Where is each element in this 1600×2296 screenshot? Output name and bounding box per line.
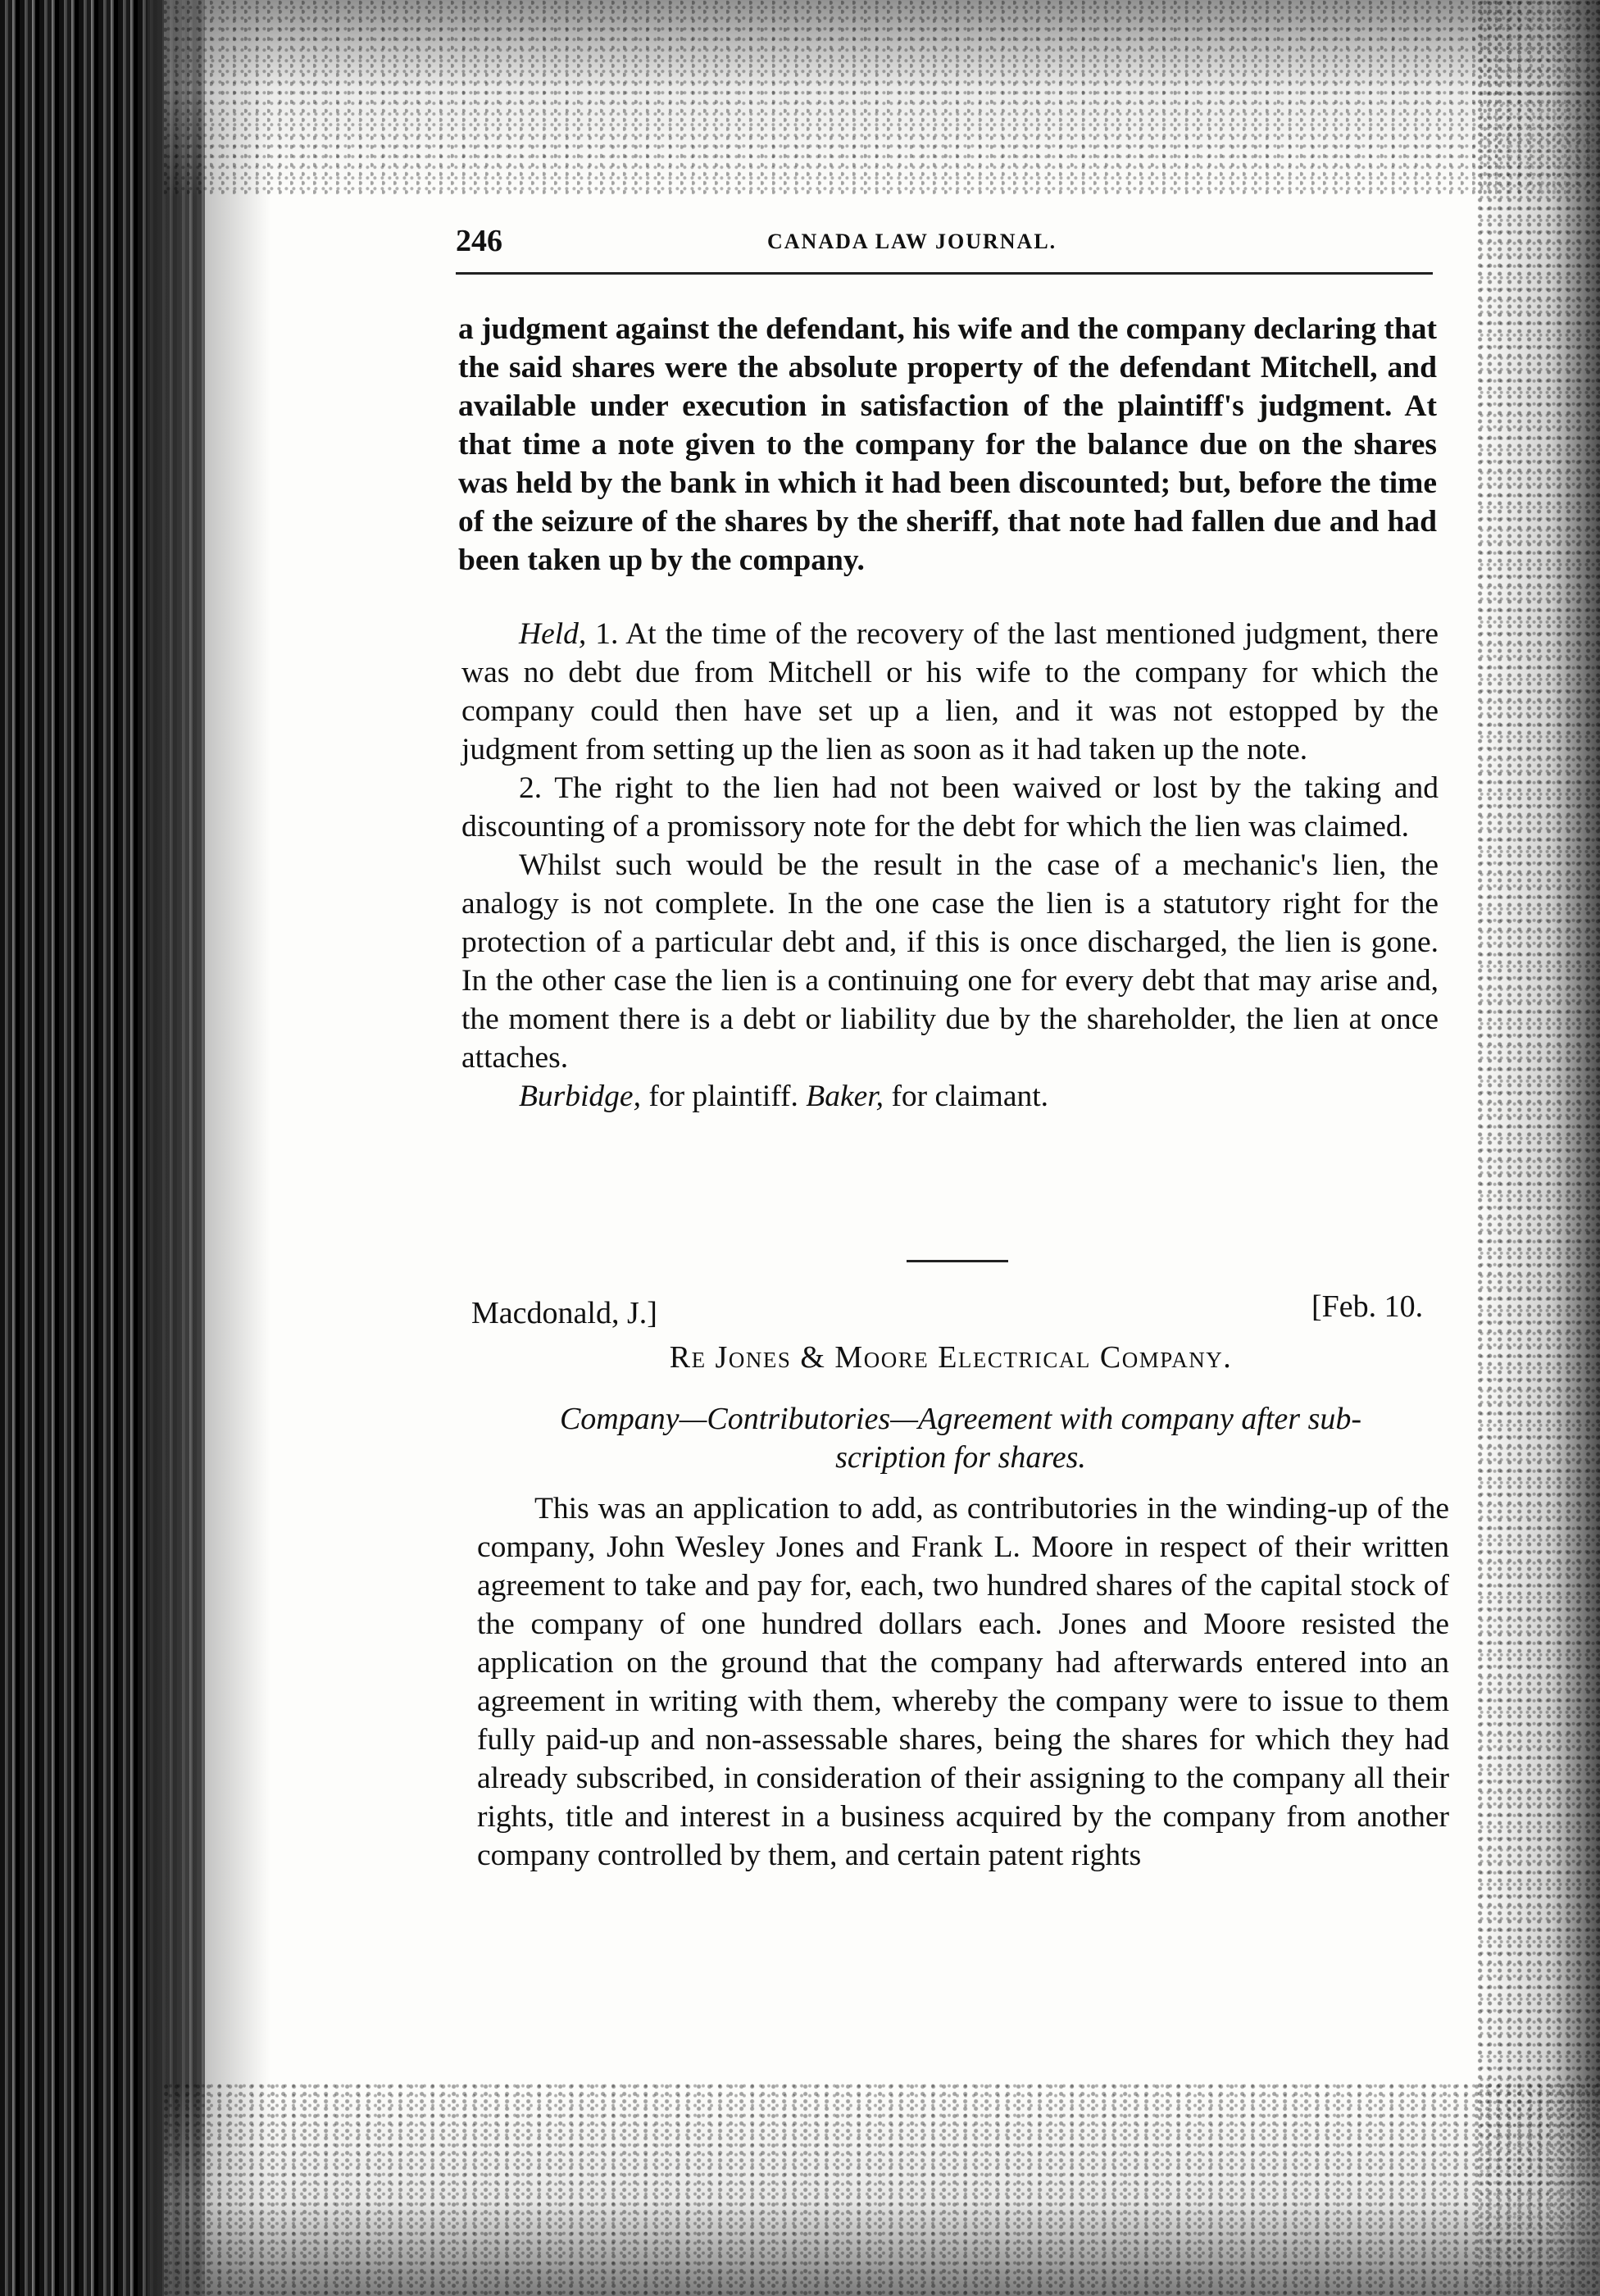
headnote-line-1: Company—Contributories—Agreement with company after sub-	[559, 1402, 1362, 1436]
paragraph-counsel	[461, 1077, 1439, 1116]
scan-noise-right	[1477, 0, 1600, 2296]
headnote-line-2: scription for shares.	[835, 1440, 1086, 1475]
case-headnote	[474, 1400, 1448, 1477]
decision-date: [Feb. 10.	[1311, 1289, 1424, 1324]
held-label: Held,	[519, 617, 587, 651]
counsel-plaintiff-name: Burbidge,	[519, 1080, 641, 1113]
case2-body-block	[477, 1489, 1449, 1875]
paragraph-whilst: Whilst such would be the result in the case of a mechanic's lien, the analogy is not complete. In the one case the lien is a statutory right for the protection of a particular debt and, if this is once discharged, the lien is gone. In the other case the lien is a continuing one for every debt that may arise and, the moment there is a debt or liability due by the shareholder, the lien at once attaches.	[461, 848, 1439, 1075]
counsel-claimant-role: for claimant.	[884, 1080, 1049, 1113]
opening-paragraph-block	[458, 310, 1437, 580]
counsel-claimant-name: Baker,	[806, 1080, 884, 1113]
judge-name: Macdonald, J.]	[471, 1296, 657, 1330]
header-rule	[456, 272, 1433, 275]
held-1-text: 1. At the time of the recovery of the last mentioned judgment, there was no debt due from Mitchell or his wife to the company for which the company could then have set up a lien, and it was not estopped by the judgment from setting up the lien as soon as it had taken up the note.	[461, 617, 1439, 766]
page-header	[456, 223, 1431, 272]
binding-gradient	[148, 0, 270, 2296]
paragraph-held-1	[461, 615, 1439, 769]
paragraph-held-2: 2. The right to the lien had not been waived or lost by the taking and discounting of a promissory note for the debt for which the lien was claimed.	[461, 771, 1439, 843]
running-head: CANADA LAW JOURNAL.	[767, 230, 1057, 253]
scan-noise-top	[164, 0, 1600, 197]
case-title: Re Jones & Moore Electrical Company.	[669, 1340, 1233, 1375]
counsel-plaintiff-role: for plaintiff.	[640, 1080, 807, 1113]
scan-noise-bottom	[164, 2083, 1600, 2296]
paragraph-facts: a judgment against the defendant, his wife and the company declaring that the said shares were the absolute property of the defendant Mitchell, and available under execution in satisfaction of the plaintiff's judgment. At that time a note given to the company for the balance due on the shares was held by the bank in which it had been discounted; but, before the time of the seizure of the shares by the sheriff, that note had fallen due and had been taken up by the company.	[458, 312, 1437, 577]
paragraph-application: This was an application to add, as contributories in the winding-up of the company, John Wesley Jones and Frank L. Moore in respect of their written agreement to take and pay for, each, two hundred shares of the capital stock of the company of one hundred dollars each. Jones and Moore resisted the application on the ground that the company had afterwards entered into an agreement in writing with them, whereby the company were to issue to them fully paid-up and non-assessable shares, being the shares for which they had already subscribed, in consideration of their assigning to the company all their rights, title and interest in a business acquired by the company from another company controlled by them, and certain patent rights	[477, 1492, 1449, 1872]
section-separator	[907, 1260, 1008, 1262]
holdings-block	[461, 615, 1439, 1116]
page-number: 246	[456, 224, 502, 258]
